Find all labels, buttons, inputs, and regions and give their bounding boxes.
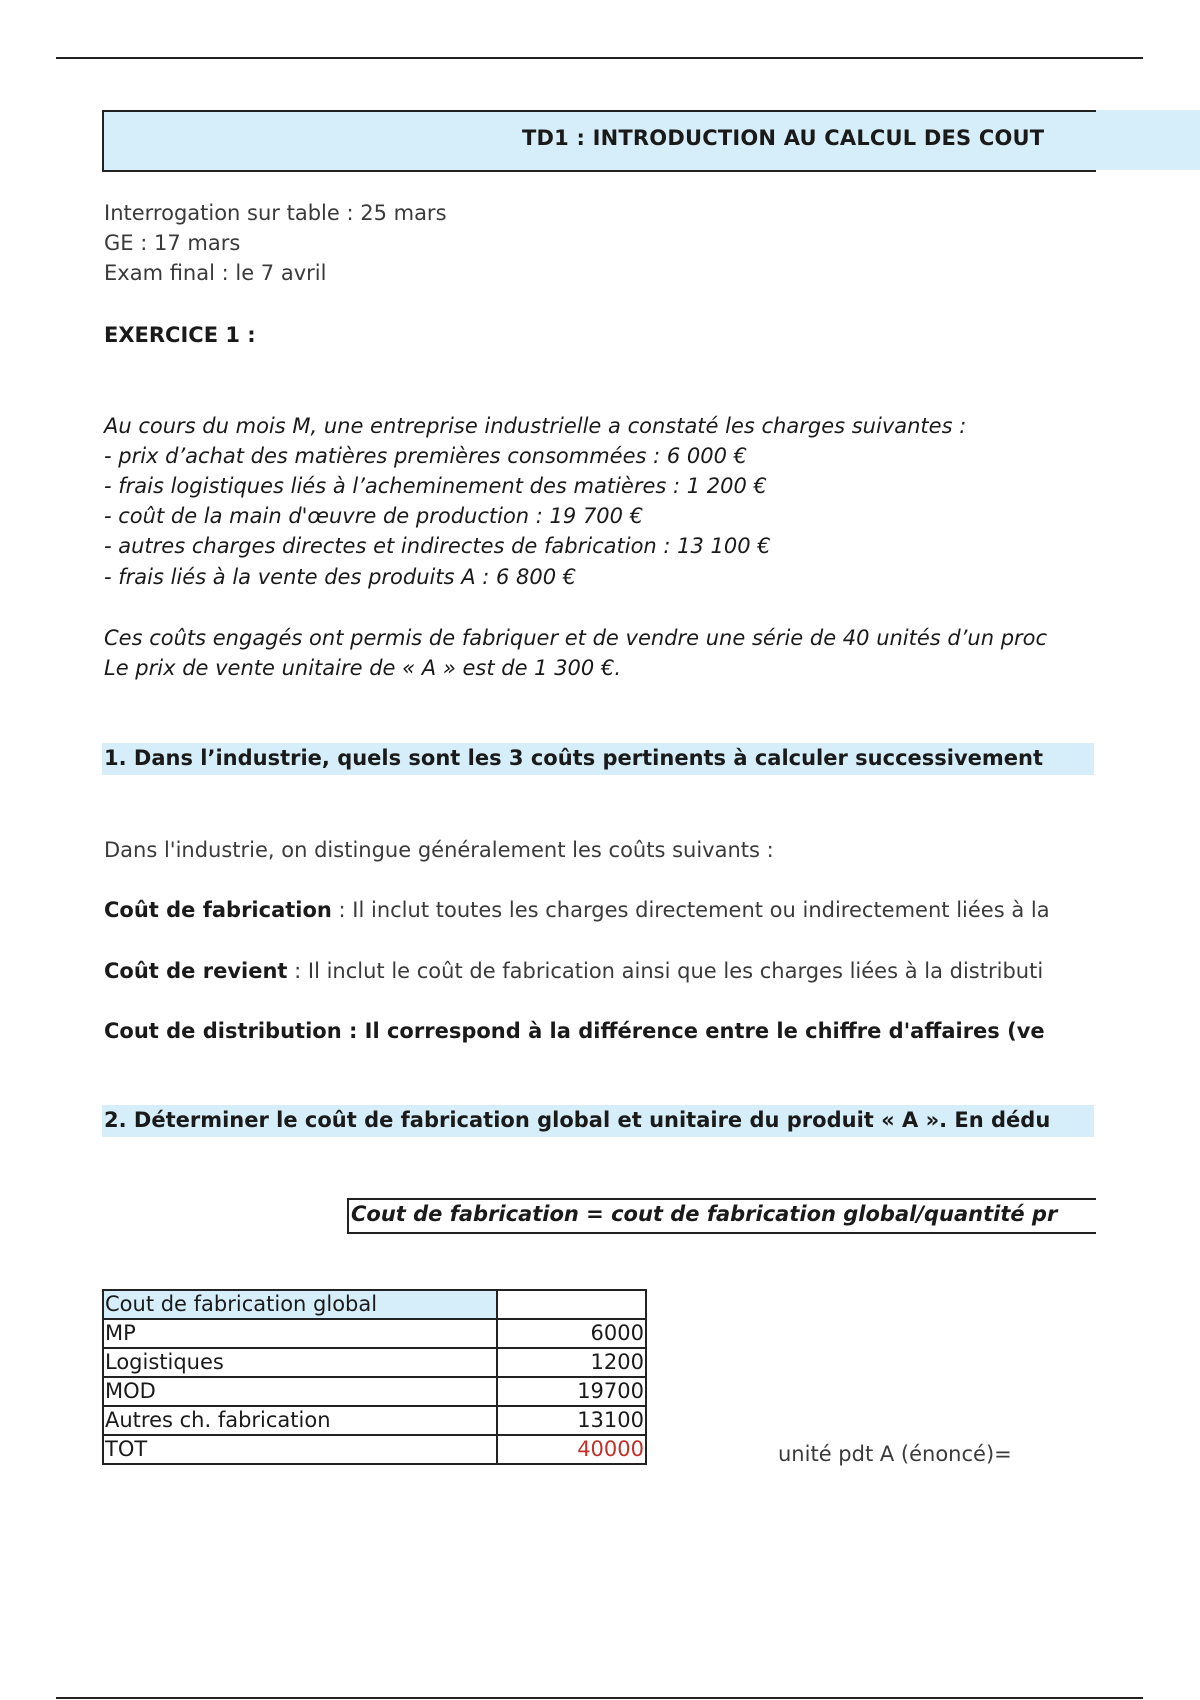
formula-box — [347, 1198, 1096, 1234]
statement-item: - coût de la main d'œuvre de production : 19 700 € — [104, 504, 644, 528]
schedule-ge: GE : 17 mars — [104, 231, 241, 255]
title-box — [102, 110, 1096, 172]
definition-fabrication-text: : Il inclut toutes les charges directement ou indirectement liées à la — [331, 898, 1050, 922]
header-rule — [56, 57, 1143, 59]
definition-fabrication — [104, 898, 1094, 922]
row-label: Logistiques — [103, 1348, 497, 1377]
exercise-heading: EXERCICE 1 : — [104, 323, 256, 347]
statement-conclusion — [104, 626, 1094, 650]
definition-revient-term: Coût de revient — [104, 959, 288, 983]
page-title: TD1 : INTRODUCTION AU CALCUL DES COUT — [522, 126, 1045, 150]
statement-conclusion-text: Ces coûts engagés ont permis de fabriquer et de vendre une série de 40 unités d’un proc — [104, 626, 1048, 650]
cost-table — [102, 1289, 647, 1465]
definition-distribution-text: Cout de distribution : Il correspond à la différence entre le chiffre d'affaires (ve — [104, 1019, 1045, 1043]
definition-revient-text: : Il inclut le coût de fabrication ainsi que les charges liées à la distributi — [287, 959, 1044, 983]
unit-label: unité pdt A (énoncé)= — [778, 1442, 1012, 1466]
schedule-interro: Interrogation sur table : 25 mars — [104, 201, 447, 225]
table-row — [103, 1406, 646, 1435]
total-value: 40000 — [497, 1435, 646, 1464]
schedule-exam: Exam final : le 7 avril — [104, 261, 327, 285]
row-value: 6000 — [497, 1319, 646, 1348]
question-1 — [102, 743, 1094, 775]
definition-distribution — [104, 1019, 1094, 1043]
statement-intro: Au cours du mois M, une entreprise industrielle a constaté les charges suivantes : — [104, 414, 967, 438]
footer-rule — [56, 1697, 1143, 1699]
statement-item: - prix d’achat des matières premières consommées : 6 000 € — [104, 444, 748, 468]
table-header-label: Cout de fabrication global — [103, 1290, 497, 1319]
row-value: 1200 — [497, 1348, 646, 1377]
statement-item: - frais logistiques liés à l’acheminement des matières : 1 200 € — [104, 474, 767, 498]
question-2-text: 2. Déterminer le coût de fabrication global et unitaire du produit « A ». En dédu — [104, 1108, 1051, 1132]
table-header-row — [103, 1290, 646, 1319]
row-label: MP — [103, 1319, 497, 1348]
row-value: 13100 — [497, 1406, 646, 1435]
row-label: MOD — [103, 1377, 497, 1406]
row-value: 19700 — [497, 1377, 646, 1406]
statement-item: - autres charges directes et indirectes de fabrication : 13 100 € — [104, 534, 771, 558]
table-row — [103, 1319, 646, 1348]
answer-1-intro: Dans l'industrie, on distingue généralement les coûts suivants : — [104, 838, 774, 862]
definition-fabrication-term: Coût de fabrication — [104, 898, 332, 922]
total-label: TOT — [103, 1435, 497, 1464]
question-1-text: 1. Dans l’industrie, quels sont les 3 coûts pertinents à calculer successivement — [104, 746, 1044, 770]
table-header-value — [497, 1290, 646, 1319]
title-band — [1094, 110, 1200, 170]
definition-revient — [104, 959, 1094, 983]
formula-text: Cout de fabrication = cout de fabrication global/quantité pr — [351, 1202, 1058, 1226]
statement-price: Le prix de vente unitaire de « A » est de 1 300 €. — [104, 656, 621, 680]
table-row — [103, 1377, 646, 1406]
statement-item: - frais liés à la vente des produits A : 6 800 € — [104, 565, 577, 589]
table-row — [103, 1348, 646, 1377]
question-2 — [102, 1105, 1094, 1137]
row-label: Autres ch. fabrication — [103, 1406, 497, 1435]
table-total-row — [103, 1435, 646, 1464]
